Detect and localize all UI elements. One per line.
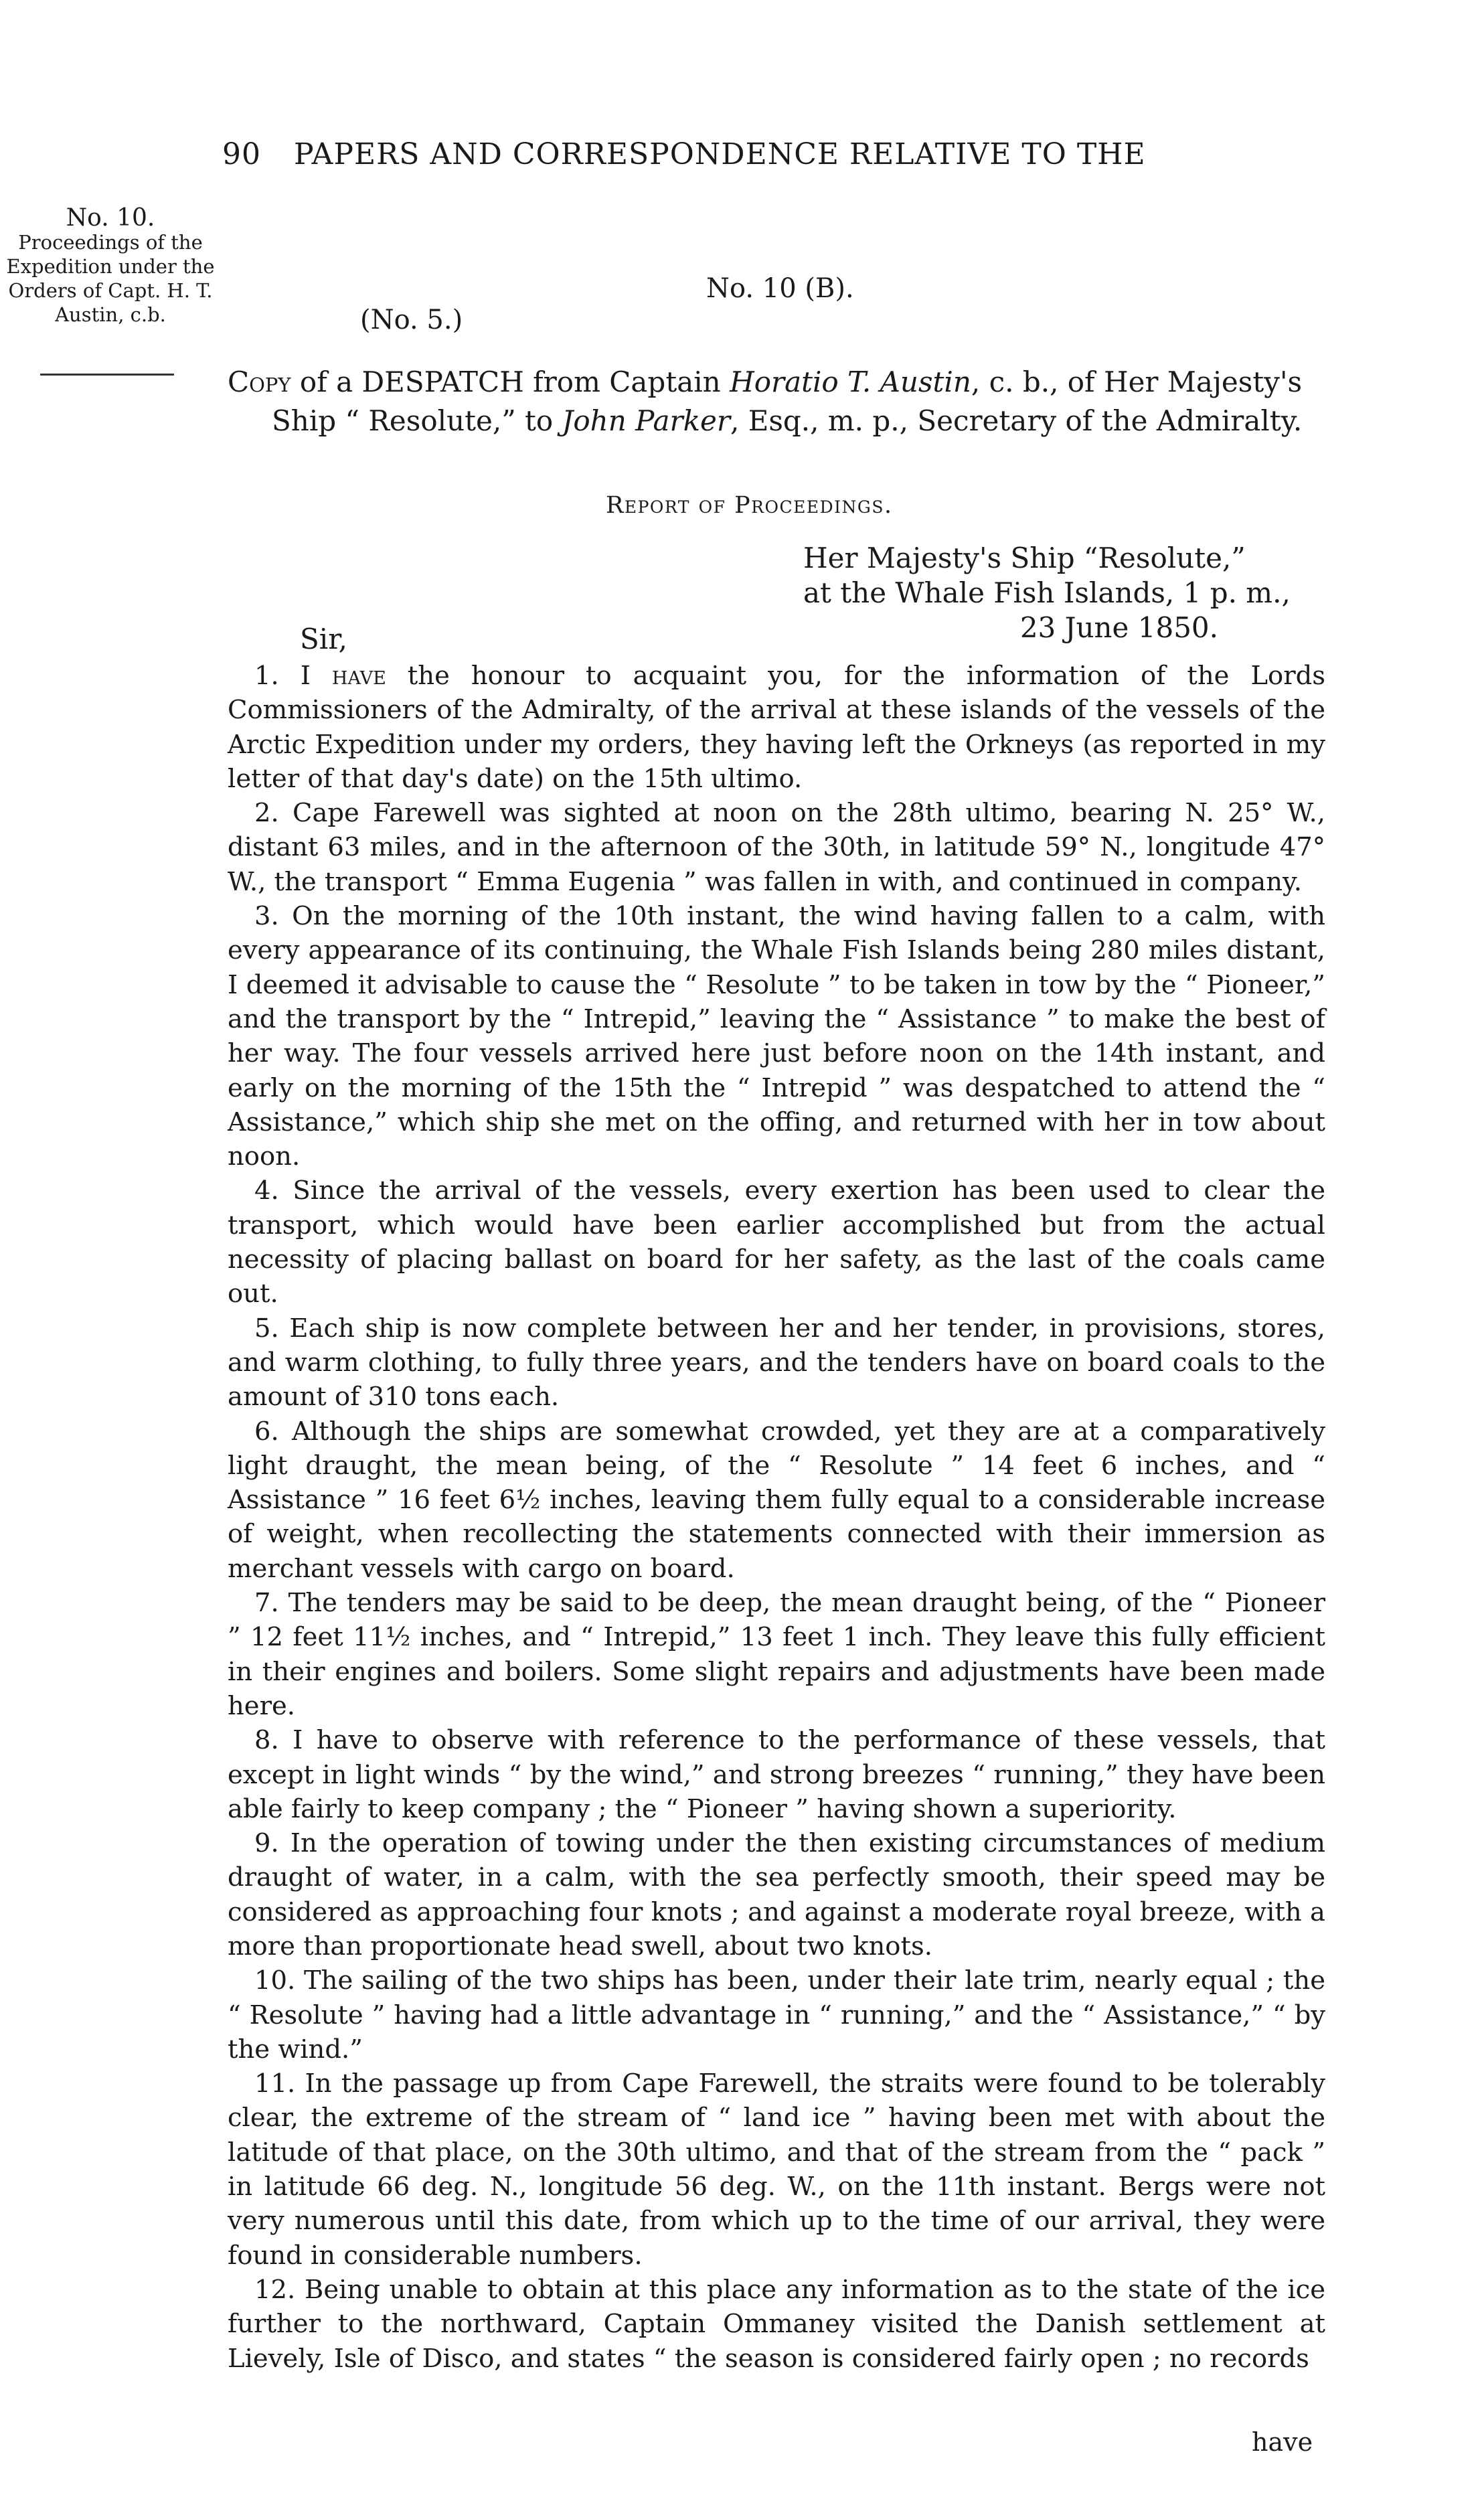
paragraph-9: 9. In the operation of towing under the then existing circumstances of medium draught of water, in a calm, with the sea perfectly smooth, their speed may be considered as approaching four knots ; and against a moderate royal breeze, with a more than proportionate head swell, about two knots. (228, 1828, 1325, 1961)
location-date-block (803, 541, 1291, 645)
paragraph-10: 10. The sailing of the two ships has been, under their late trim, nearly equal ; the “ Resolute ” having had a little advantage in “ running,” and the “ Assistance,” “ by the wind.” (228, 1965, 1325, 2065)
paragraph-7: 7. The tenders may be said to be deep, the mean draught being, of the “ Pioneer ” 12 feet 11½ inches, and “ Intrepid,” 13 feet 1 inch. They leave this fully efficient in their engines and boilers. Some slight repairs and adjustments have been made here. (228, 1588, 1325, 1721)
margin-divider (40, 374, 174, 376)
location-line-2: at the Whale Fish Islands, 1 p. m., (803, 576, 1291, 609)
paragraph-3: 3. On the morning of the 10th instant, the wind having fallen to a calm, with every appearance of its continuing, the Whale Fish Islands being 280 miles distant, I deemed it advisable to cause the “ Resolute ” to be taken in tow by the “ Pioneer,” and the transport by the “ Intrepid,” leaving the “ Assistance ” to make the best of her way. The four vessels arrived here just before noon on the 14th instant, and early on the morning of the 15th the “ Intrepid ” was despatched to attend the “ Assistance,” which ship she met on the offing, and returned with her in tow about noon. (228, 901, 1325, 1172)
margin-note-number: No. 10. (66, 204, 155, 232)
paragraph-2: 2. Cape Farewell was sighted at noon on the 28th ultimo, bearing N. 25° W., distant 63 miles, and in the afternoon of the 30th, in latitude 59° N., longitude 47° W., the transport “ Emma Eugenia ” was fallen in with, and continued in company. (228, 798, 1325, 897)
location-line-1: Her Majesty's Ship “Resolute,” (803, 542, 1246, 574)
document-sub-number: (No. 5.) (360, 305, 463, 335)
catchword: have (1252, 2427, 1313, 2457)
document-number: No. 10 (B). (706, 273, 854, 304)
paragraph-11: 11. In the passage up from Cape Farewell, the straits were found to be tolerably clear, the extreme of the stream of “ land ice ” having been met with about the latitude of that place, on the 30th ultimo, and that of the stream from the “ pack ” in latitude 66 deg. N., longitude 56 deg. W., on the 11th instant. Bergs were not very numerous until this date, from which up to the time of our arrival, they were found in considerable numbers. (228, 2069, 1325, 2271)
margin-note-text: Proceedings of the Expedition under the Orders of Capt. H. T. Austin, c.b. (6, 231, 215, 326)
paragraph-5: 5. Each ship is now complete between her and her tender, in provisions, stores, and warm clothing, to fully three years, and the tenders have on board coals to the amount of 310 tons each. (228, 1313, 1325, 1412)
paragraph-6: 6. Although the ships are somewhat crowded, yet they are at a comparatively light draught, the mean being, of the “ Resolute ” 14 feet 6 inches, and “ Assistance ” 16 feet 6½ inches, leaving them fully equal to a considerable increase of weight, when recollecting the statements connected with their immersion as merchant vessels with cargo on board. (228, 1416, 1325, 1584)
paragraph-12: 12. Being unable to obtain at this place any information as to the state of the ice further to the northward, Captain Ommaney visited the Danish settlement at Lievely, Isle of Disco, and states “ the season is considered fairly open ; no records (228, 2274, 1325, 2374)
report-body (228, 659, 1325, 2376)
recipient-name: John Parker (562, 404, 730, 437)
running-title: PAPERS AND CORRESPONDENCE RELATIVE TO THE (294, 137, 1146, 171)
captain-name: Horatio T. Austin (730, 366, 971, 398)
copy-word: Copy (228, 366, 291, 398)
location-date: 23 June 1850. (1019, 611, 1218, 644)
despatch-title (228, 363, 1332, 440)
paragraph-4: 4. Since the arrival of the vessels, every exertion has been used to clear the transport, which would have been earlier accomplished but from the actual necessity of placing ballast on board for her safety, as the last of the coals came out. (228, 1176, 1325, 1309)
despatch-title-line-1: Copy of a DESPATCH from Captain Horatio T. Austin, c. b., of Her Majesty's (228, 366, 1303, 398)
paragraph-1: 1. I have the honour to acquaint you, for the information of the Lords Commissioners of the Admiralty, of the arrival at these islands of the vessels of the Arctic Expedition under my orders, they having left the Orkneys (as reported in my letter of that day's date) on the 15th ultimo. (228, 661, 1325, 794)
paragraph-8: 8. I have to observe with reference to the performance of these vessels, that except in light winds “ by the wind,” and strong breezes “ running,” they have been able fairly to keep company ; the “ Pioneer ” having shown a superiority. (228, 1725, 1325, 1824)
salutation: Sir, (300, 623, 348, 655)
report-heading: Report of Proceedings. (606, 492, 893, 519)
page-number: 90 (222, 137, 261, 171)
margin-note (0, 206, 221, 327)
despatch-title-line-2: Ship “ Resolute,” to John Parker, Esq., m. p., Secretary of the Admiralty. (272, 404, 1303, 437)
running-header (222, 137, 1347, 171)
